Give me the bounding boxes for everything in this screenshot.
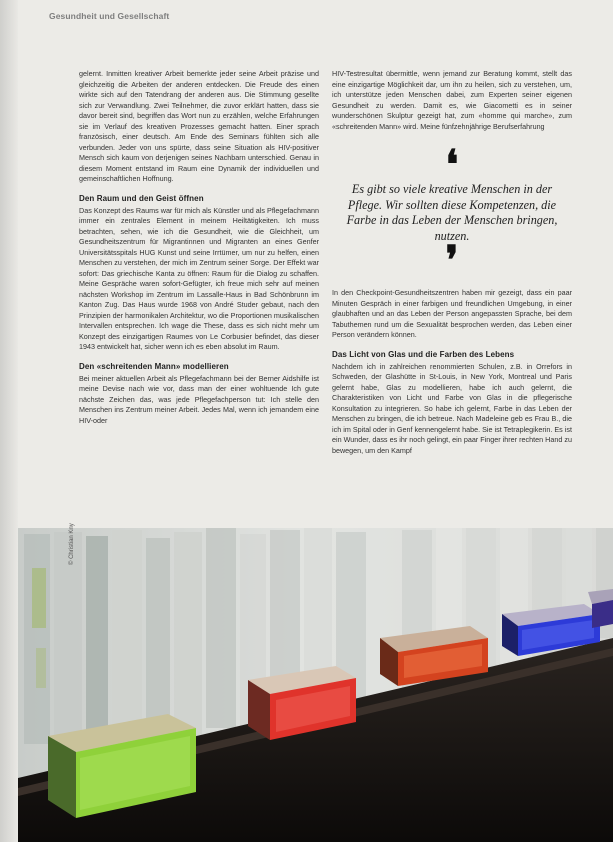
- heading-schreitender-mann: Den «schreitenden Mann» modellieren: [79, 361, 229, 371]
- pull-quote: [332, 141, 572, 284]
- paragraph-glas: Nachdem ich in zahlreichen renommierten Schulen, z.B. in Orrefors in Schweden, der Glashütte in St-Louis, in New York, Montreal und Paris gelernt habe, Glas zu modellieren, habe ich auch gelernt, die Charakteristiken von Licht und Farbe von Glas in die pflegerische Konsultation zu integrieren. So habe ich gelernt, Farbe in das Leben der Menschen zu bringen, die ich betreue. Nach Madeleine geb es Frau B., die ich im Spital oder in Genf kennengelernt habe. Sie ist Tetraplegikerin. Es ist ein Wunder, dass es ihr noch gelingt, ein paar Finger ihrer rechten Hand zu bewegen, um den Kampf: [332, 361, 572, 455]
- intro-paragraph: gelernt. Inmitten kreativer Arbeit bemerkte jeder seine Arbeit präzise und gleichzeitig die Arbeiten der anderen entdecken. Die Freude des einen wirkte sich auf den Tatendrang der anderen aus. Die Stimmung gesellte sich zur Verwandlung. Zwei Teilnehmer, die zuvor erklärt hatten, dass sie davor bereit sind, begriffen das Wort nun zu erzählen, welche Erfahrungen sie im Verlauf des kreativen Prozesses gemacht hatten. Einer sprach französisch, einer deutsch. Am Ende des Seminars fühlten sich alle verbunden. Jeder von uns spürte, dass seine Situation als HIV-positiver Mensch sich kaum von derjenigen seines Nachbarn unterschied. Genau in diesem Moment entstand im Raum eine Dynamik der individuellen und gemeinschaftlichen Hoffnung.: [79, 69, 319, 183]
- quote-close-icon: ❜: [445, 237, 459, 284]
- paragraph-test-result: HIV-Testresultat übermittle, wenn jemand zur Beratung kommt, stellt das eine einzigartige Möglichkeit dar, um ihn zu heilen, sich zu verstehen, um, ich unterstütze jeden Menschen dabei, zum Experten seiner eigenen Gesundheit zu werden. Damit es, wie Giacometti es in seiner wunderschönen Skulptur gezeigt hat, zum «homme qui marche», zum «schreitenden Mann» wird. Meine fünfzehnjährige Berufserfahrung: [332, 69, 572, 131]
- right-column: [332, 69, 572, 460]
- heading-raum-geist: Den Raum und den Geist öffnen: [79, 193, 204, 203]
- paragraph-schreitender-mann: Bei meiner aktuellen Arbeit als Pflegefachmann bei der Berner Aidshilfe ist meine Devise nach wie vor, dass man der einer wohltuende Ich gute nächste Zeichen das, was jede Pflegefachperson tut: Ich stelle den Menschen ins Zentrum meiner Arbeit. Jedes Mal, wenn ich jemandem eine HIV-oder: [79, 373, 319, 425]
- heading-licht-glas: Das Licht von Glas und die Farben des Lebens: [332, 349, 515, 359]
- section-header: Gesundheit und Gesellschaft: [49, 11, 170, 21]
- pull-quote-text: Es gibt so viele kreative Menschen in der Pflege. Wir sollten diese Kompetenzen, die Farbe in das Leben der Menschen bringen, nutzen.: [346, 182, 558, 243]
- page-binding-shadow: [0, 0, 18, 842]
- photo-credit: © Christian Kny: [69, 523, 75, 565]
- paragraph-checkpoint: In den Checkpoint-Gesundheitszentren haben mir gezeigt, dass ein paar Minuten Gespräch in einer farbigen und freundlichen Umgebung, in einer glaubhaften und an das Leben der Person angepassten Sprache, bei dem Tabuthemen rund um die Sexualität besprochen werden, das Leben einer Person verändern können.: [332, 288, 572, 339]
- glass-boxes-image: [18, 528, 613, 842]
- left-column: [79, 69, 319, 430]
- glass-boxes-photo: [18, 528, 613, 842]
- paragraph-raum: Das Konzept des Raums war für mich als Künstler und als Pflegefachmann immer ein zentrales Element in meinem Heiltätigkeiten. Ich muss betrachten, sehen, wie ich die Gesundheit, wie die Gleichheit, um Gesundheitszentrum für Migrantinnen und Migranten an eines Genfer Universitätsspitals HUG Kunst und seine Irrtümer, um nur zu helfen, einen Menschen zu verstehen, der mich im Zentrum seiner Sorge. Der Effekt war sofort: Das griechische Kanta zu öffnen: Raum für die Dialog zu schaffen. Meine Gespräche waren sofort-Gefügter, ich freue mich sehr auf meinen nächsten Workshop im Zentrum im Lassalle-Haus in Bad Schönbrunn im Kanton Zug. Das Haus wurde 1968 von André Studer gebaut, nach den Prinzipien der harmonikalen Architektur, wo die Proportionen musikalischen Intervallen entsprechen. Ich wage die These, dass es sich nicht mehr um Konzept des einzigartigen Raumes von Le Corbusier befindet, das dieser 1943 entwickelt hat, sicher wenn ich es eben absolut im Raum.: [79, 205, 319, 351]
- quote-open-icon: ❛: [445, 141, 459, 188]
